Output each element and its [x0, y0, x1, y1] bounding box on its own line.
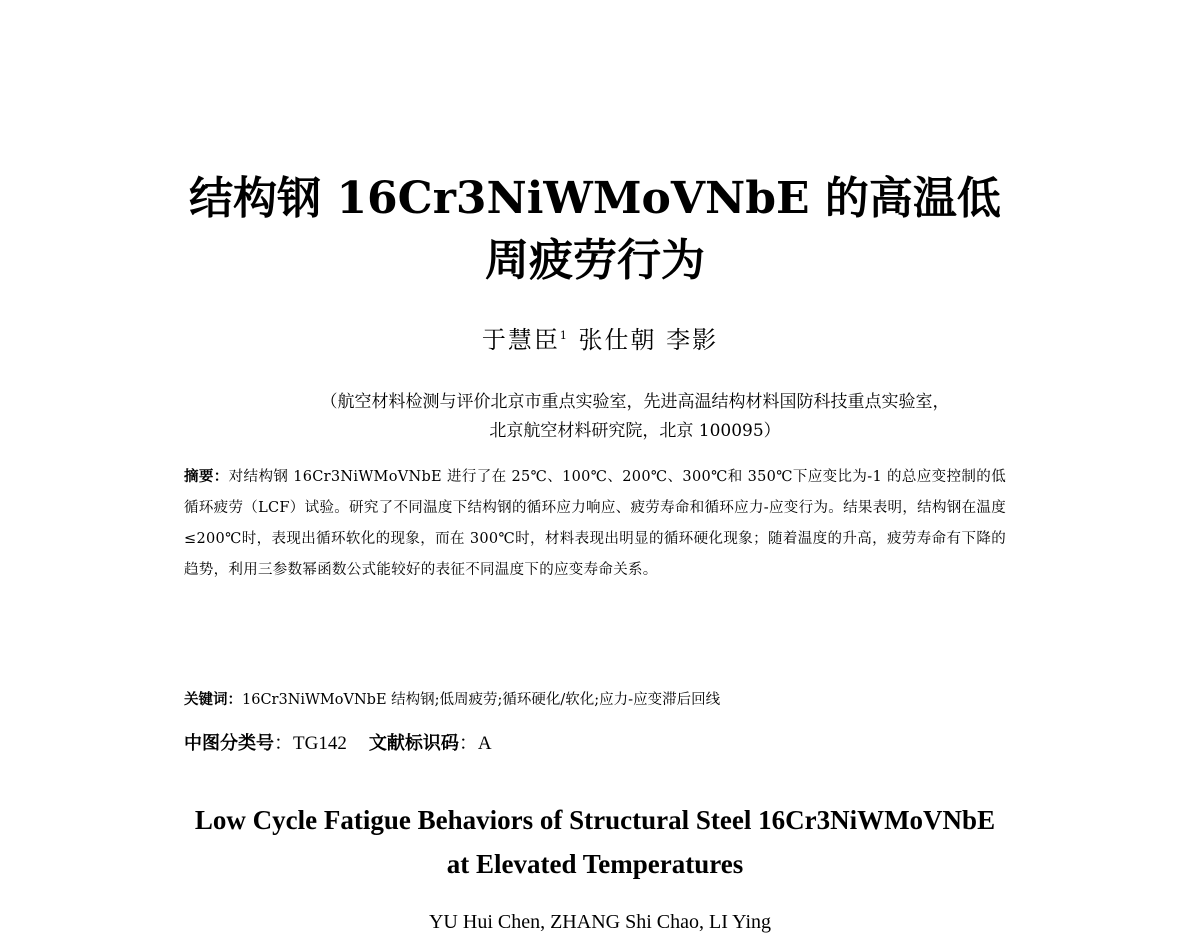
abstract-label: 摘要： — [184, 469, 229, 485]
english-authors: YU Hui Chen, ZHANG Shi Chao, LI Ying — [428, 911, 772, 933]
keywords-text: 16Cr3NiWMoVNbE 结构钢;低周疲劳;循环硬化/软化;应力-应变滞后回线 — [242, 692, 721, 708]
doc-code-label: 文献标识码 — [368, 733, 459, 754]
english-title — [150, 798, 1040, 886]
affiliation — [240, 388, 1030, 446]
english-title-line-1: Low Cycle Fatigue Behaviors of Structural Steel 16Cr3NiWMoVNbE — [194, 805, 996, 835]
keywords-label: 关键词： — [184, 692, 242, 708]
clc-value: ：TG142 — [274, 733, 347, 754]
other-authors: 张仕朝 李影 — [578, 326, 719, 354]
affiliation-line-2: 北京航空材料研究院，北京 100095） — [489, 421, 781, 441]
chinese-authors — [0, 320, 1200, 355]
affiliation-marker: 1 — [559, 329, 569, 342]
doc-code-value: ：A — [458, 733, 492, 754]
keywords — [184, 688, 1006, 712]
chinese-title: 结构钢 16Cr3NiWMoVNbE 的高温低周疲劳行为 — [189, 173, 1001, 286]
first-author: 于慧臣 — [481, 326, 560, 354]
affiliation-line-1: （航空材料检测与评价北京市重点实验室，先进高温结构材料国防科技重点实验室， — [320, 392, 950, 412]
clc-label: 中图分类号 — [184, 733, 274, 754]
classification-line — [184, 731, 1006, 757]
abstract-text: 对结构钢 16Cr3NiWMoVNbE 进行了在 25℃、100℃、200℃、300℃和 350℃下应变比为-1 的总应变控制的低循环疲劳（LCF）试验。研究了不同温度下结构钢的循环应力响应、疲劳寿命和循环应力-应变行为。结果表明，结构钢在温度≤200℃时，表现出循环软化的现象，而在 300℃时，材料表现出明显的循环硬化现象；随着温度的升高，疲劳寿命有下降的趋势，利用三参数幂函数公式能较好的表征不同温度下的应变寿命关系。 — [184, 469, 1006, 578]
english-title-line-2: at Elevated Temperatures — [446, 849, 744, 879]
chinese-abstract — [184, 462, 1006, 586]
